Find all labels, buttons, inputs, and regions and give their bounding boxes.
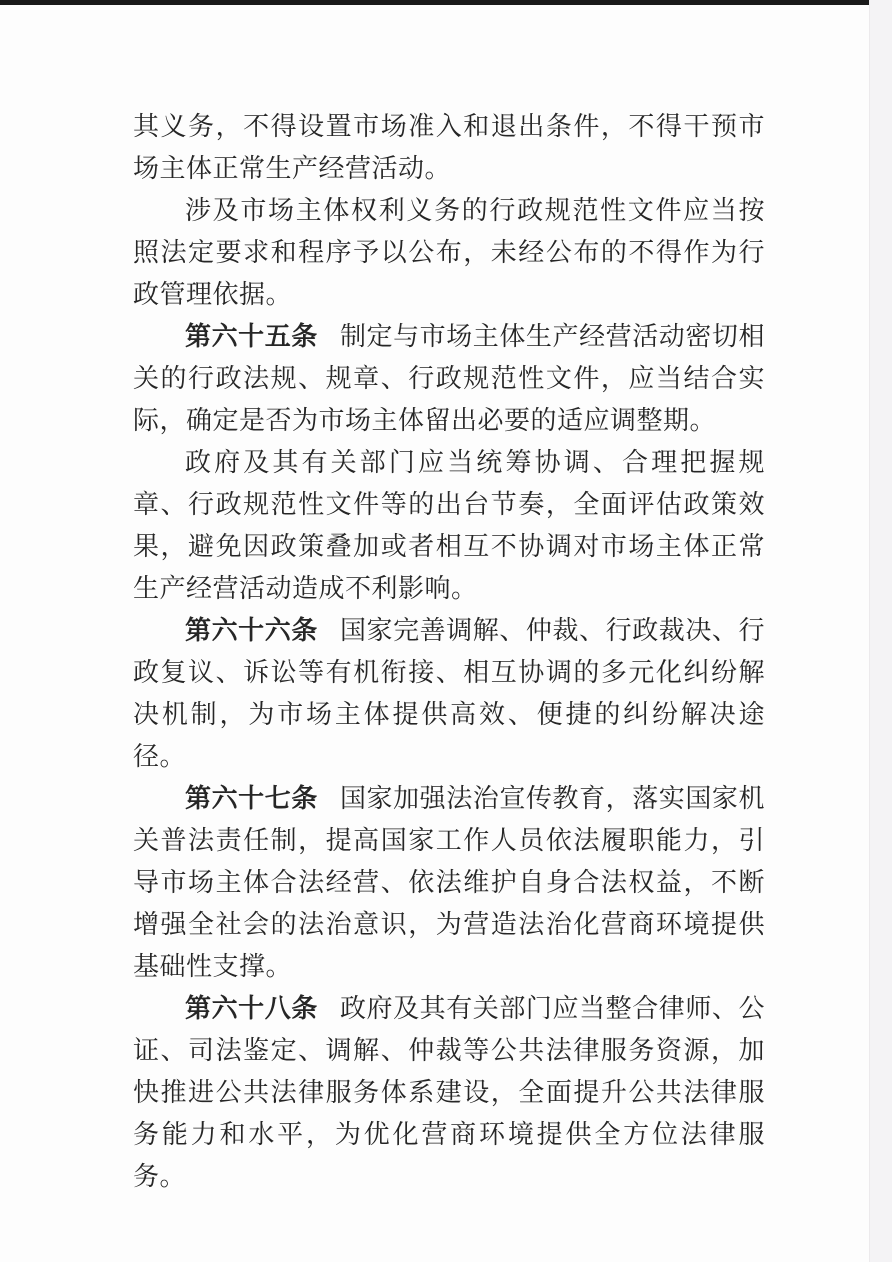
paragraph-text: 涉及市场主体权利义务的行政规范性文件应当按照法定要求和程序予以公布，未经公布的不得作为行政管理依据。 [133,196,765,310]
article-65 [133,316,765,442]
article-number: 第六十八条 [185,994,318,1024]
article-text: 制定与市场主体生产经营活动密切相关的行政法规、规章、行政规范性文件，应当结合实际，确定是否为市场主体留出必要的适应调整期。 [133,322,765,436]
paragraph [133,190,765,316]
scan-top-edge-bar [0,0,874,5]
scan-right-edge-shadow [869,0,892,1262]
article-number: 第六十五条 [185,322,318,352]
article-text: 国家加强法治宣传教育，落实国家机关普法责任制，提高国家工作人员依法履职能力，引导市场主体合法经营、依法维护自身合法权益，不断增强全社会的法治意识，为营造法治化营商环境提供基础性支撑。 [133,784,765,982]
document-body [133,106,765,1198]
article-68 [133,988,765,1198]
article-text: 国家完善调解、仲裁、行政裁决、行政复议、诉讼等有机衔接、相互协调的多元化纠纷解决机制，为市场主体提供高效、便捷的纠纷解决途径。 [133,616,765,772]
article-number: 第六十七条 [185,784,318,814]
paragraph-continuation [133,106,765,190]
article-66 [133,610,765,778]
article-text: 政府及其有关部门应当整合律师、公证、司法鉴定、调解、仲裁等公共法律服务资源，加快推进公共法律服务体系建设，全面提升公共法律服务能力和水平，为优化营商环境提供全方位法律服务。 [133,994,765,1192]
article-67 [133,778,765,988]
paragraph-text: 政府及其有关部门应当统筹协调、合理把握规章、行政规范性文件等的出台节奏，全面评估政策效果，避免因政策叠加或者相互不协调对市场主体正常生产经营活动造成不利影响。 [133,448,765,604]
article-number: 第六十六条 [185,616,318,646]
paragraph [133,442,765,610]
paragraph-text: 其义务，不得设置市场准入和退出条件，不得干预市场主体正常生产经营活动。 [133,112,765,184]
